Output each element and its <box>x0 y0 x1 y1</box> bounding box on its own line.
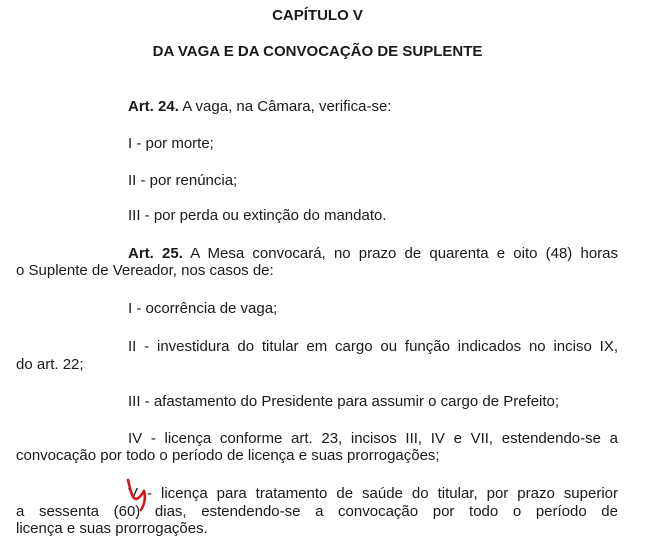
chapter-subtitle: DA VAGA E DA CONVOCAÇÃO DE SUPLENTE <box>152 43 483 60</box>
art-25-item-4-line-1: IV - licença conforme art. 23, incisos III, IV e VII, estendendo-se a <box>128 430 618 447</box>
art-25-item-4-line-2: convocação por todo o período de licença e suas prorrogações; <box>16 447 440 464</box>
art-25-paragraph-line-1 <box>128 245 618 262</box>
art-25-item-5-line-2: a sessenta (60) dias, estendendo-se a convocação por todo o período de <box>16 503 618 520</box>
art-24-item-1: I - por morte; <box>128 135 214 152</box>
chapter-title: CAPÍTULO V <box>272 7 363 24</box>
art-25-item-2-line-2: do art. 22; <box>16 356 84 373</box>
art-25-item-5-line-3: licença e suas prorrogações. <box>16 520 208 537</box>
art-25-text-line-2: o Suplente de Vereador, nos casos de: <box>16 262 274 279</box>
art-24-paragraph <box>128 98 391 115</box>
art-25-item-1: I - ocorrência de vaga; <box>128 300 278 317</box>
art-25-text-line-1: A Mesa convocará, no prazo de quarenta e oito (48) horas <box>182 245 618 262</box>
art-25-label: Art. 25. <box>128 245 183 262</box>
art-25-item-3: III - afastamento do Presidente para assumir o cargo de Prefeito; <box>128 393 560 410</box>
art-24-item-3: III - por perda ou extinção do mandato. <box>128 207 387 224</box>
art-24-label: Art. 24. <box>128 98 179 115</box>
art-24-item-2: II - por renúncia; <box>128 172 238 189</box>
art-25-item-5-line-1: V - licença para tratamento de saúde do titular, por prazo superior <box>128 485 618 502</box>
art-24-text: A vaga, na Câmara, verifica-se: <box>178 98 392 115</box>
art-25-item-2-line-1: II - investidura do titular em cargo ou função indicados no inciso IX, <box>128 338 618 355</box>
